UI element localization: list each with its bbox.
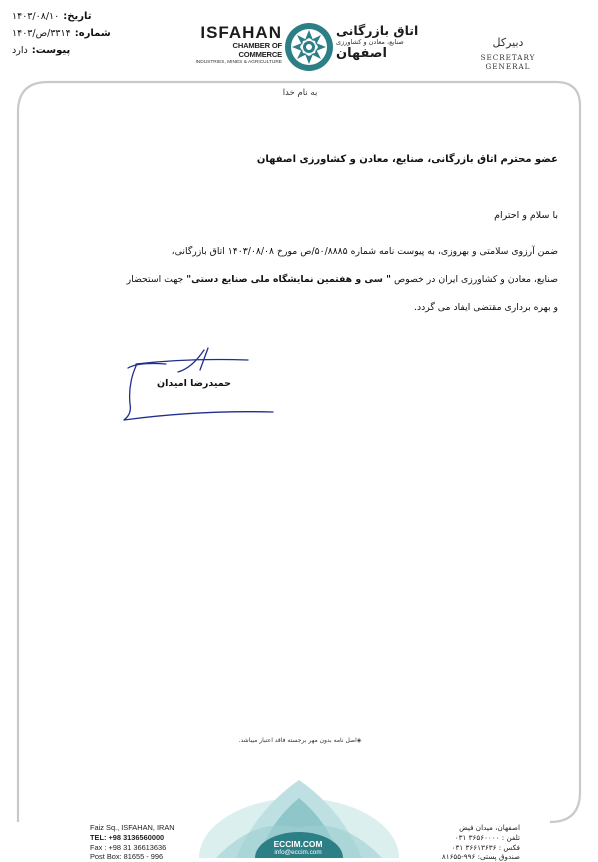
footer-contact-persian	[420, 823, 520, 862]
logo-fa-line3: اصفهان	[336, 46, 387, 61]
tel-en: TEL: +98 3136560000	[90, 832, 165, 842]
signatory-name: حمیدرضا امیدان	[157, 378, 231, 389]
address-fa: اصفهان، میدان فیض	[459, 823, 520, 832]
bismillah: به نام خدا	[282, 88, 318, 98]
fax-en: Fax : +98 31 36613636	[90, 842, 167, 852]
exhibition-title: " سی و هفتمین نمایشگاه ملی صنایع دستی"	[186, 274, 391, 285]
secretary-general-fa: دبیرکل	[492, 36, 524, 49]
pobox-fa: صندوق پستی: ۹۹۶-۸۱۶۵۵	[441, 852, 520, 862]
greeting: با سلام و احترام	[494, 210, 558, 221]
footer-contact-english	[90, 823, 195, 862]
paragraph-line-3: و بهره برداری مقتضی ایفاد می گردد.	[414, 302, 558, 313]
address-en: Faiz Sq., ISFAHAN, IRAN	[90, 823, 175, 832]
logo-en-subtitle: CHAMBER OF COMMERCE	[232, 41, 282, 59]
footer-website	[262, 840, 334, 857]
stamp-validity-note: ◈اصل نامه بدون مهر برجسته فاقد اعتبار میباشد.	[238, 737, 362, 744]
number-value: ۳۳۱۴/ص/۱۴۰۳	[12, 28, 71, 39]
logo-fa-line1: اتاق بازرگانی	[336, 23, 419, 38]
logo-fa-line2: صنایع، معادن و کشاورزی	[336, 38, 404, 46]
attachment-value: دارد	[12, 45, 28, 56]
number-label: شماره:	[74, 28, 111, 39]
paragraph-line-2	[40, 266, 558, 294]
paragraph-line-1: ضمن آرزوی سلامتی و بهروزی، به پیوست نامه شماره ۵۰/۸۸۸۵/ص مورخ ۱۴۰۳/۰۸/۰۸ اتاق بازرگانی،	[171, 246, 558, 257]
paragraph-line-2-end: جهت استحضار	[126, 274, 187, 285]
email-link[interactable]: info@eccim.com	[274, 849, 322, 856]
date-value: ۱۴۰۳/۰۸/۱۰	[12, 11, 60, 22]
secretary-general-en: SECRETARY GENERAL	[480, 53, 536, 71]
attachment-label: پیوست:	[31, 45, 71, 56]
tel-fa: تلفن : ۳۶۵۶۰۰۰۰ ۰۳۱	[454, 832, 520, 842]
logo-en-title: ISFAHAN	[200, 23, 282, 42]
letter-paragraph	[40, 238, 558, 322]
fax-fa: فکس : ۳۶۶۱۳۶۳۶ ۰۳۱	[451, 842, 520, 852]
date-label: تاریخ:	[63, 11, 92, 22]
website-link[interactable]: ECCIM.COM	[273, 839, 323, 849]
pobox-en: Post Box: 81655 - 996	[90, 852, 164, 862]
paragraph-line-2-start: صنایع، معادن و کشاورزی ایران در خصوص	[391, 274, 558, 285]
logo-en-subsubtitle: INDUSTRIES, MINES & AGRICULTURE	[195, 60, 282, 65]
salutation: عضو محترم اتاق بازرگانی، صنایع، معادن و کشاورزی اصفهان	[256, 154, 558, 165]
